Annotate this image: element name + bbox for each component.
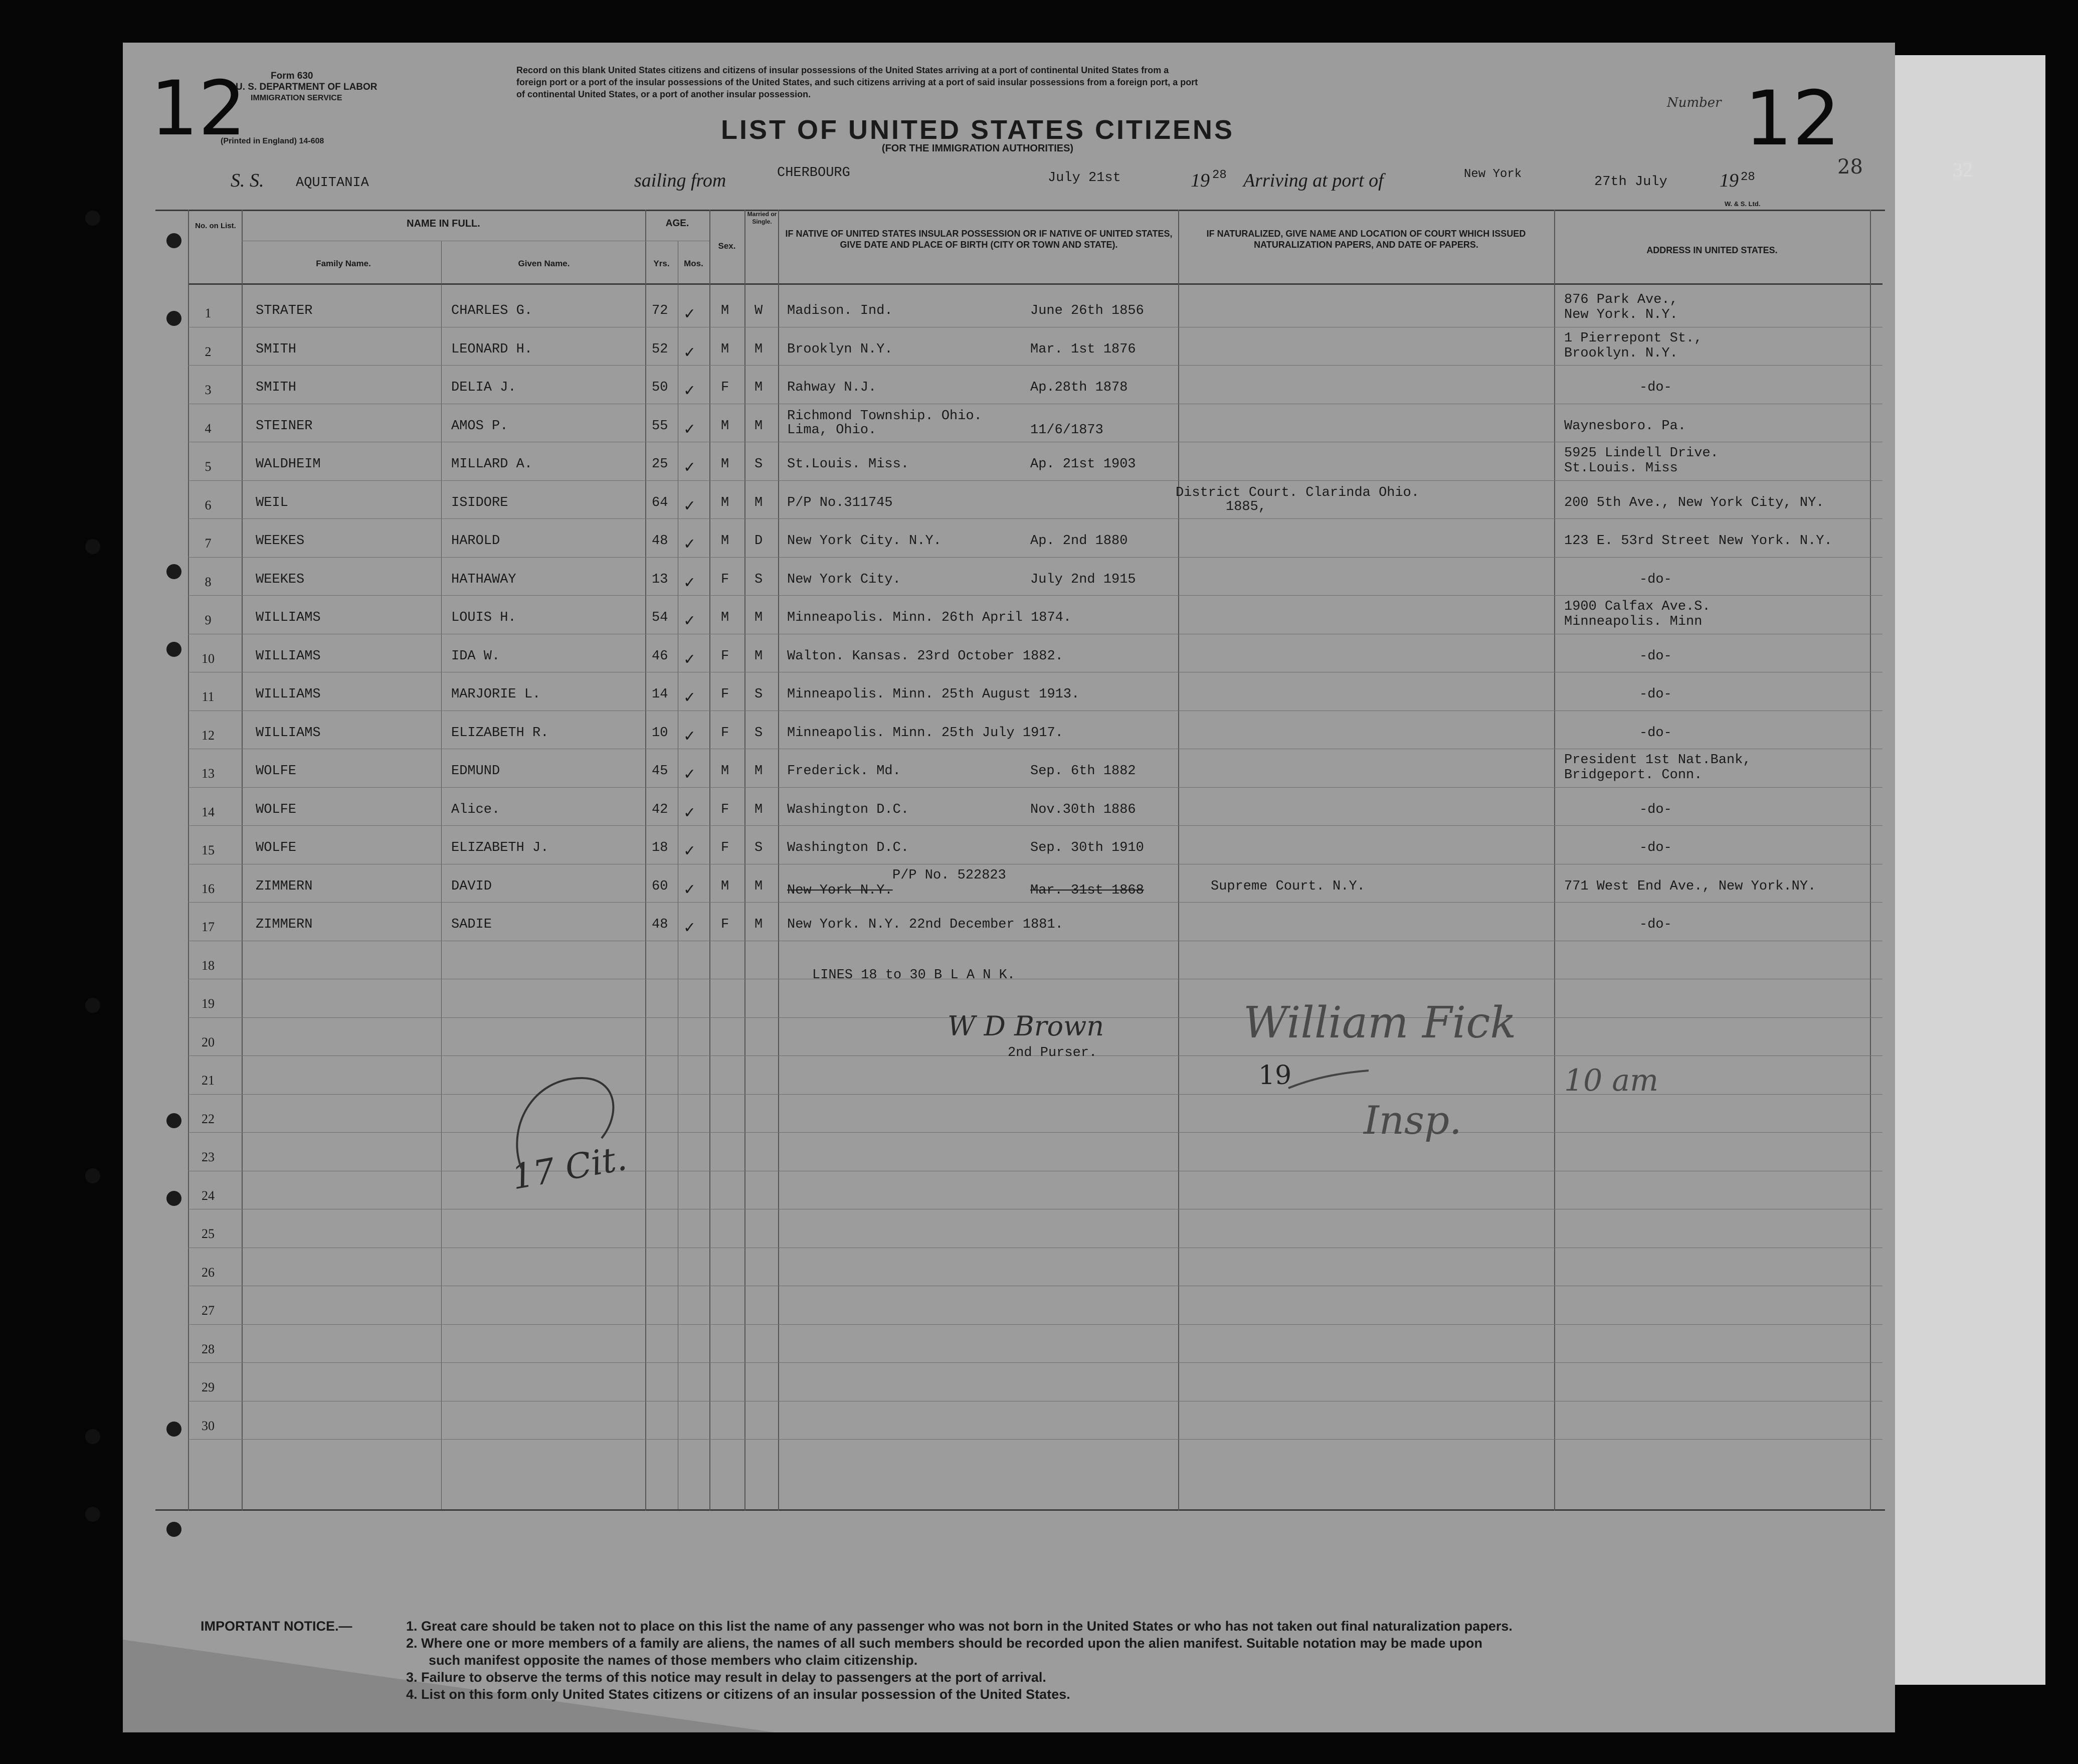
col-divider [1178,210,1179,1511]
row-rule [188,518,1882,519]
col-divider [709,210,710,1511]
binding-hole [166,1422,181,1437]
birth-place: New York City. [787,572,901,587]
col-header-address: ADDRESS IN UNITED STATES. [1646,245,1778,255]
handwritten-dash-mark [1283,1068,1374,1098]
notice-heading: IMPORTANT NOTICE.— [201,1619,352,1634]
punch-hole [85,1429,100,1444]
marital-status: S [754,840,763,855]
instructions-line2: foreign port or a port of the insular possessions of the United States, and such citizens arriving at a port of said insular possessions from a foreign port, a port [516,77,1198,87]
address: -do- [1639,725,1672,741]
sailing-label: sailing from [634,170,726,191]
punch-hole [85,1507,100,1522]
sex: F [721,572,729,587]
sex: M [721,610,729,625]
family-name: ZIMMERN [256,917,313,932]
line-number: 27 [202,1303,215,1318]
address: 123 E. 53rd Street New York. N.Y. [1564,534,1832,549]
line-number: 16 [202,881,215,896]
address-line-2: Bridgeport. Conn. [1564,768,1703,783]
family-name: STEINER [256,418,313,434]
instructions-line1: Record on this blank United States citizens and citizens of insular possessions of the United States arriving at a port of continental United States from a [516,65,1169,75]
notice-item-3: 3. Failure to observe the terms of this notice may result in delay to passengers at the port of arrival. [406,1670,1046,1685]
sex: M [721,457,729,472]
marital-status: S [754,572,763,587]
passport-number: P/P No. 522823 [892,867,1006,883]
address: -do- [1639,572,1672,587]
col-header-sex: Sex. [718,241,736,251]
birth-place: Frederick. Md. [787,764,901,779]
row-rule [188,1362,1882,1363]
line-number: 10 [202,651,215,666]
page-title: LIST OF UNITED STATES CITIZENS [721,115,1234,145]
line-number: 24 [202,1188,215,1203]
age-months-check: ✓ [684,612,695,631]
arriving-label: Arriving at port of [1243,170,1384,191]
form-number: Form 630 [271,71,313,81]
instructions-line3: of continental United States, or a port of another insular possession. [516,89,811,99]
given-name: Alice. [451,802,500,817]
punch-hole [85,1168,100,1183]
col-header-name: NAME IN FULL. [407,218,480,229]
sex: F [721,687,729,702]
line-number: 11 [202,689,215,704]
row-rule [188,825,1882,826]
line-number: 29 [202,1380,215,1394]
age-years: 52 [652,341,668,357]
marital-status: M [754,802,763,817]
address-line-1: 1900 Calfax Ave.S. [1564,599,1711,614]
notice-item-1: 1. Great care should be taken not to place on this list the name of any passenger who was not born in the United States or who has not taken out final naturalization papers. [406,1619,1513,1634]
age-years: 48 [652,917,668,932]
ss-label: S. S. [231,170,264,191]
age-months-check: ✓ [684,689,695,708]
sex: M [721,495,729,510]
age-months-check: ✓ [684,459,695,478]
address-line-1: 876 Park Ave., [1564,292,1678,307]
sex: F [721,840,729,855]
notice-item-2a: 2. Where one or more members of a family are aliens, the names of all such members should be recorded upon the alien manifest. Suitable notation may be made upon [406,1636,1483,1651]
sex: M [721,303,729,318]
age-years: 25 [652,457,668,472]
row-rule [188,365,1882,366]
family-name: WOLFE [256,802,297,817]
given-name: MILLARD A. [451,457,533,472]
birth-place: P/P No.311745 [787,495,893,510]
sex: M [721,341,729,357]
row-rule [188,1324,1882,1325]
line-number: 6 [205,497,212,512]
family-name: WILLIAMS [256,648,321,664]
sex: F [721,802,729,817]
col-header-family: Family Name. [316,259,371,268]
col-divider [744,210,745,1511]
col-divider [645,210,646,1511]
birth-place: Minneapolis. Minn. 25th August 1913. [787,687,1080,702]
marital-status: M [754,764,763,779]
birth-place: New York N.Y. [787,883,893,898]
purser-signature: W D Brown [948,1010,1104,1042]
address: -do- [1639,687,1672,702]
naturalization-court: District Court. Clarinda Ohio. [1176,485,1420,500]
arrival-year: 28 [1741,170,1755,184]
age-months-check: ✓ [684,766,695,785]
age-months-check: ✓ [684,650,695,670]
line-number: 15 [202,843,215,857]
row-rule [188,1132,1882,1133]
binding-hole [166,311,181,326]
back-sheet [1895,55,2045,1685]
family-name: WALDHEIM [256,457,321,472]
address: 200 5th Ave., New York City, NY. [1564,495,1824,510]
binding-hole [166,233,181,248]
col-header-mos: Mos. [684,259,703,268]
marital-status: M [754,648,763,664]
age-months-check: ✓ [684,305,695,324]
printer-mark: W. & S. Ltd. [1725,200,1761,208]
given-name: EDMUND [451,764,500,779]
line-number: 7 [205,536,212,551]
given-name: LEONARD H. [451,341,533,357]
age-years: 60 [652,878,668,894]
birth-date: Ap. 2nd 1880 [1030,534,1128,549]
line-number: 19 [202,996,215,1011]
col-divider [1870,210,1871,1511]
sex: M [721,534,729,549]
age-years: 14 [652,687,668,702]
notice-item-2b: such manifest opposite the names of those members who claim citizenship. [429,1653,918,1668]
naturalization-court: Supreme Court. N.Y. [1211,878,1365,894]
age-months-check: ✓ [684,420,695,440]
arrival-year-prefix: 19 [1720,170,1739,191]
number-label: Number [1667,95,1722,110]
line-number: 25 [202,1226,215,1241]
line-number: 8 [205,574,212,589]
col-header-naturalized: IF NATURALIZED, GIVE NAME AND LOCATION OF COURT WHICH ISSUED NATURALIZATION PAPERS, AND DATE OF PAPERS. [1206,229,1526,250]
row-rule [188,1439,1882,1440]
age-years: 54 [652,610,668,625]
arrival-port: New York [1464,167,1522,181]
year-prefix: 19 [1191,170,1210,191]
marital-status: M [754,495,763,510]
given-name: HAROLD [451,534,500,549]
col-header-given: Given Name. [518,259,570,268]
marital-status: S [754,457,763,472]
printed-note: (Printed in England) 14-608 [221,137,324,145]
given-name: LOUIS H. [451,610,516,625]
punch-hole [85,998,100,1013]
family-name: SMITH [256,341,297,357]
address-line-1: 5925 Lindell Drive. [1564,446,1719,461]
row-rule [188,557,1882,558]
handwritten-list-number-left: 12 [150,65,246,152]
age-months-check: ✓ [684,880,695,900]
line-number: 21 [202,1073,215,1088]
sailing-year: 28 [1212,168,1227,182]
age-months-check: ✓ [684,382,695,401]
given-name: ISIDORE [451,495,508,510]
col-divider [242,210,243,1511]
handwritten-list-number-right: 12 [1745,75,1840,162]
address: Waynesboro. Pa. [1564,418,1686,434]
family-name: WOLFE [256,840,297,855]
line-number: 2 [205,344,212,359]
birth-date: June 26th 1856 [1030,303,1144,318]
col-header-no: No. on List. [195,222,236,230]
birth-place: Washington D.C. [787,802,909,817]
line-number: 5 [205,459,212,474]
marital-status: S [754,725,763,741]
age-years: 13 [652,572,668,587]
birth-date: Ap. 21st 1903 [1030,457,1136,472]
line-number: 26 [202,1265,215,1280]
line-number: 3 [205,383,212,397]
inspector-signature: William Fick [1243,998,1517,1048]
marital-status: S [754,687,763,702]
family-name: SMITH [256,380,297,395]
line-number: 13 [202,766,215,781]
departure-port: CHERBOURG [777,165,850,181]
age-years: 10 [652,725,668,741]
sex: F [721,380,729,395]
binding-hole [166,564,181,579]
age-years: 45 [652,764,668,779]
line-number: 4 [205,421,212,436]
age-months-check: ✓ [684,727,695,747]
age-years: 50 [652,380,668,395]
sex: F [721,648,729,664]
address-line-1: President 1st Nat.Bank, [1564,753,1751,768]
col-header-married: Married or Single. [747,211,777,225]
line-number: 17 [202,920,215,934]
binding-hole [166,642,181,657]
family-name: WEEKES [256,534,305,549]
sex: M [721,764,729,779]
address-line-2: Minneapolis. Minn [1564,614,1703,629]
age-years: 64 [652,495,668,510]
family-name: WOLFE [256,764,297,779]
line-number: 28 [202,1341,215,1356]
line-number: 18 [202,958,215,973]
inspector-number: 19 [1258,1061,1292,1091]
birth-place: New York. N.Y. 22nd December 1881. [787,917,1063,932]
service: IMMIGRATION SERVICE [251,94,342,102]
department: U. S. DEPARTMENT OF LABOR [236,82,377,92]
binding-hole [166,1191,181,1206]
birth-date: Ap.28th 1878 [1030,380,1128,395]
age-months-check: ✓ [684,842,695,861]
birth-place: Minneapolis. Minn. 26th April 1874. [787,610,1072,625]
address-line-2: Brooklyn. N.Y. [1564,345,1678,361]
address: 771 West End Ave., New York.NY. [1564,878,1816,894]
birth-place: St.Louis. Miss. [787,457,909,472]
punch-hole [85,539,100,554]
birth-place: Washington D.C. [787,840,909,855]
given-name: AMOS P. [451,418,508,434]
marital-status: M [754,380,763,395]
sailing-date: July 21st [1048,170,1121,186]
address: -do- [1639,802,1672,817]
given-name: HATHAWAY [451,572,516,587]
col-divider [778,210,779,1511]
birth-place: Minneapolis. Minn. 25th July 1917. [787,725,1063,741]
marital-status: M [754,878,763,894]
age-years: 18 [652,840,668,855]
family-name: WILLIAMS [256,687,321,702]
sex: M [721,418,729,434]
binding-hole [166,1113,181,1128]
birth-place: Rahway N.J. [787,380,877,395]
age-years: 72 [652,303,668,318]
col-header-birth: IF NATIVE OF UNITED STATES INSULAR POSSESSION OR IF NATIVE OF UNITED STATES, GIVE DATE AND PLACE OF BIRTH (CITY OR TOWN AND STATE). [785,229,1173,250]
arrival-date: 27th July [1594,174,1667,190]
given-name: CHARLES G. [451,303,533,318]
given-name: SADIE [451,917,492,932]
birth-date: Mar. 1st 1876 [1030,341,1136,357]
col-divider [441,241,442,1509]
marital-status: W [754,303,763,318]
ship-name: AQUITANIA [296,175,369,191]
birth-date: Nov.30th 1886 [1030,802,1136,817]
handwritten-year: 28 [1837,155,1863,179]
address-line-2: St.Louis. Miss [1564,461,1678,476]
given-name: DAVID [451,878,492,894]
address: -do- [1639,648,1672,664]
age-months-check: ✓ [684,343,695,363]
blank-lines-note: LINES 18 to 30 B L A N K. [812,968,1016,983]
age-years: 55 [652,418,668,434]
birth-place-2: Lima, Ohio. [787,422,877,438]
row-rule [188,787,1882,788]
line-number: 14 [202,804,215,819]
row-rule [188,902,1882,903]
birth-date: 11/6/1873 [1030,422,1103,438]
given-name: MARJORIE L. [451,687,541,702]
age-years: 46 [652,648,668,664]
age-months-check: ✓ [684,497,695,516]
marital-status: M [754,610,763,625]
family-name: ZIMMERN [256,878,313,894]
address-line-1: 1 Pierrepont St., [1564,330,1703,346]
family-name: WEEKES [256,572,305,587]
purser-title: 2nd Purser. [1008,1045,1097,1061]
age-years: 42 [652,802,668,817]
address: -do- [1639,380,1672,395]
col-header-yrs: Yrs. [653,259,670,268]
naturalization-date: 1885, [1226,499,1267,514]
line-number: 22 [202,1111,215,1126]
arrival-time: 10 am [1564,1063,1659,1098]
col-header-age: AGE. [665,218,689,229]
birth-date: Mar. 31st 1868 [1030,883,1144,898]
given-name: DELIA J. [451,380,516,395]
birth-place: Brooklyn N.Y. [787,341,893,357]
table-top-rule [155,210,1885,211]
address: -do- [1639,917,1672,932]
line-number: 30 [202,1418,215,1433]
birth-date: Sep. 30th 1910 [1030,840,1144,855]
age-months-check: ✓ [684,804,695,823]
row-rule [188,480,1882,481]
punch-hole [85,211,100,226]
address: -do- [1639,840,1672,855]
line-number: 23 [202,1150,215,1164]
sex: F [721,917,729,932]
family-name: WILLIAMS [256,725,321,741]
given-name: ELIZABETH R. [451,725,549,741]
age-years: 48 [652,534,668,549]
sex: F [721,725,729,741]
line-number: 1 [205,306,212,320]
inspector-title: Insp. [1364,1098,1462,1143]
marital-status: M [754,418,763,434]
sex: M [721,878,729,894]
given-name: IDA W. [451,648,500,664]
given-name: ELIZABETH J. [451,840,549,855]
line-number: 20 [202,1034,215,1049]
age-months-check: ✓ [684,536,695,555]
marital-status: D [754,534,763,549]
page-subtitle: (FOR THE IMMIGRATION AUTHORITIES) [881,143,1074,154]
marital-status: M [754,917,763,932]
citizen-count: 17 Cit. [508,1138,630,1198]
birth-place: Richmond Township. Ohio. [787,408,982,424]
age-months-check: ✓ [684,574,695,593]
table-header-rule [188,283,1882,285]
address-line-2: New York. N.Y. [1564,307,1678,322]
binding-hole [166,1522,181,1537]
handwritten-loop-mark [501,1068,632,1188]
birth-date: July 2nd 1915 [1030,572,1136,587]
line-number: 9 [205,613,212,627]
line-number: 12 [202,728,215,743]
notice-item-4: 4. List on this form only United States citizens or citizens of an insular possession of the United States. [406,1687,1070,1702]
table-bottom-rule [155,1509,1885,1511]
birth-place: New York City. N.Y. [787,534,941,549]
corner-page-number: 32 [1953,158,1973,181]
birth-place: Walton. Kansas. 23rd October 1882. [787,648,1063,664]
family-name: STRATER [256,303,313,318]
birth-place: Madison. Ind. [787,303,893,318]
col-divider [1554,210,1555,1511]
age-months-check: ✓ [684,919,695,938]
row-rule [188,595,1882,596]
marital-status: M [754,341,763,357]
family-name: WEIL [256,495,288,510]
birth-date: Sep. 6th 1882 [1030,764,1136,779]
family-name: WILLIAMS [256,610,321,625]
